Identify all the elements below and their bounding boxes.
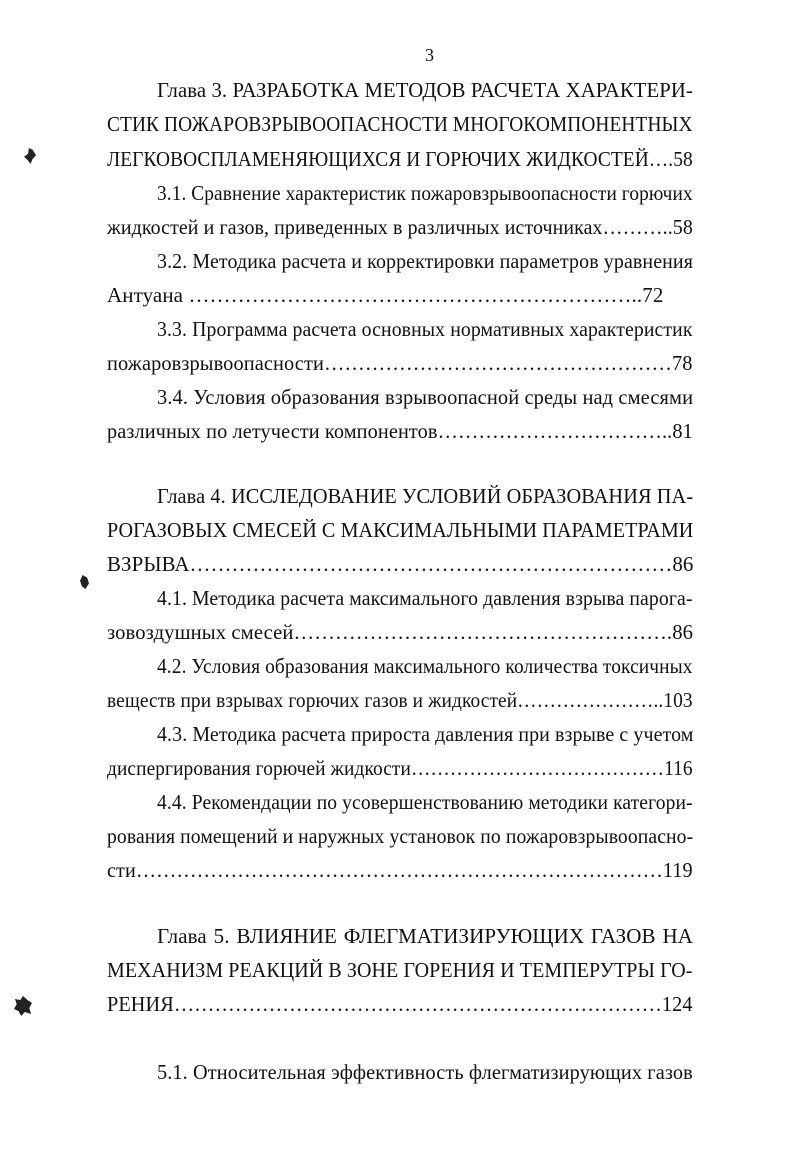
toc-line: РОГАЗОВЫХ СМЕСЕЙ С МАКСИМАЛЬНЫМИ ПАРАМЕТРАМИ [107, 518, 694, 542]
toc-line: Антуана ………………………………………………………..72 [107, 283, 664, 307]
toc-line: жидкостей и газов, приведенных в различных источниках………..58 [107, 215, 693, 239]
toc-line: Глава 3. РАЗРАБОТКА МЕТОДОВ РАСЧЕТА ХАРАКТЕРИ- [157, 78, 693, 102]
toc-line: Глава 5. ВЛИЯНИЕ ФЛЕГМАТИЗИРУЮЩИХ ГАЗОВ НА [157, 924, 693, 948]
scan-speck [80, 575, 89, 589]
toc-line: СТИК ПОЖАРОВЗРЫВООПАСНОСТИ МНОГОКОМПОНЕНТНЫХ [107, 112, 693, 136]
toc-line: 5.1. Относительная эффективность флегматизирующих газов [157, 1060, 693, 1084]
toc-line: пожаровзрывоопасности……………………………………………78 [107, 351, 693, 375]
scan-speck [14, 996, 32, 1016]
toc-line: рования помещений и наружных установок по пожаровзрывоопасно- [107, 824, 694, 848]
toc-line: сти……………………………………………………………………119 [107, 858, 693, 882]
toc-line: 3.4. Условия образования взрывоопасной среды над смесями [157, 385, 694, 409]
toc-line: 4.2. Условия образования максимального количества токсичных [157, 654, 693, 678]
toc-line: различных по летучести компонентов……………………………..81 [107, 419, 693, 443]
scan-speck [24, 148, 36, 164]
toc-line: 4.1. Методика расчета максимального давления взрыва парога- [157, 586, 693, 610]
toc-line: 3.1. Сравнение характеристик пожаровзрывоопасности горючих [157, 181, 693, 205]
toc-line: 3.2. Методика расчета и корректировки параметров уравнения [157, 249, 693, 273]
toc-line: Глава 4. ИССЛЕДОВАНИЕ УСЛОВИЙ ОБРАЗОВАНИЯ ПА- [157, 484, 694, 508]
toc-line: РЕНИЯ………………………………………………………………124 [107, 992, 693, 1016]
toc-line: зовоздушных смесей……………………………………………….86 [107, 620, 694, 644]
page-number: 3 [425, 45, 434, 65]
toc-line: веществ при взрывах горючих газов и жидкостей…………………..103 [107, 688, 693, 712]
toc-line: 3.3. Программа расчета основных нормативных характеристик [157, 317, 693, 341]
toc-line: МЕХАНИЗМ РЕАКЦИЙ В ЗОНЕ ГОРЕНИЯ И ТЕМПЕРУТРЫ ГО- [107, 958, 693, 982]
toc-line: ЛЕГКОВОСПЛАМЕНЯЮЩИХСЯ И ГОРЮЧИХ ЖИДКОСТЕЙ….58 [107, 147, 693, 171]
toc-line: диспергирования горючей жидкости…………………………………116 [107, 756, 693, 780]
toc-line: 4.4. Рекомендации по усовершенствованию методики категори- [157, 790, 693, 814]
toc-line: ВЗРЫВА……………………………………………………………86 [107, 552, 694, 576]
toc-line: 4.3. Методика расчета прироста давления при взрыве с учетом [157, 722, 694, 746]
